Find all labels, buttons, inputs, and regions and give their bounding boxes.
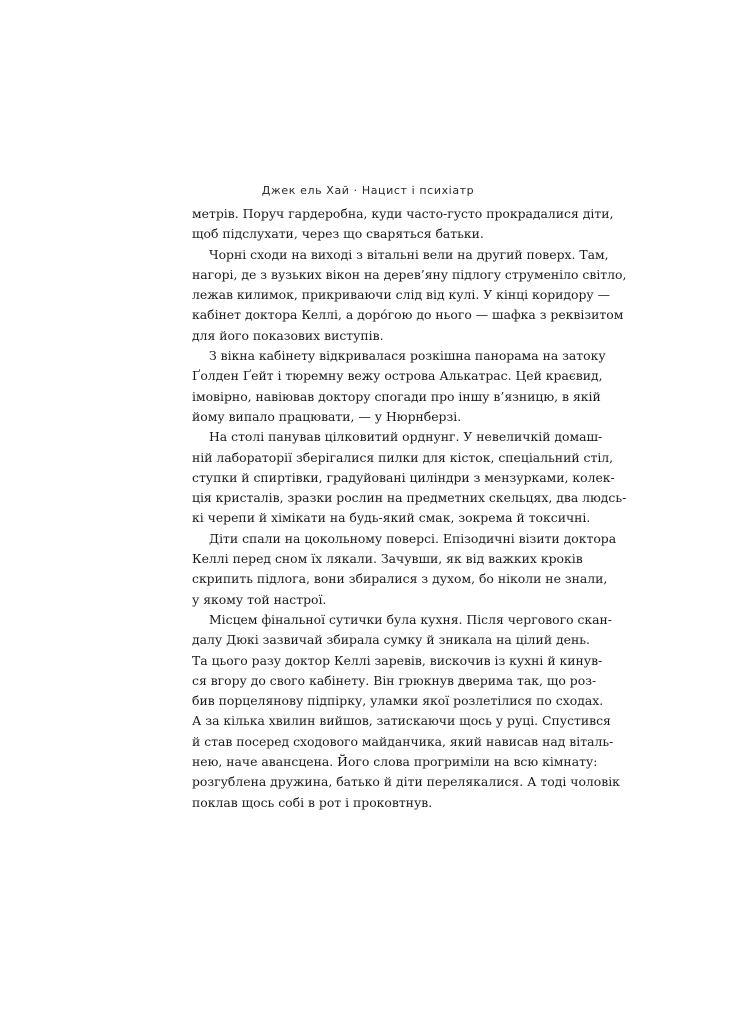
text-line: щоб підслухати, через що сваряться батьки. <box>192 226 484 242</box>
paragraph <box>192 610 620 813</box>
text-line: Чорні сходи на виході з вітальні вели на другий поверх. Там, <box>209 246 609 262</box>
text-line: Діти спали на цокольному поверсі. Епізодичні візити доктора <box>209 530 617 546</box>
text-line: ція кристалів, зразки рослин на предметних скельцях, два людсь- <box>192 490 627 506</box>
text-line: далу Дюкі зазвичай збирала сумку й зникала на цілий день. <box>192 632 590 648</box>
body-text <box>192 204 627 813</box>
text-line: З вікна кабінету відкривалася розкішна панорама на затоку <box>209 348 606 364</box>
text-line: бив порцелянову підпірку, уламки якої розлетілися по сходах. <box>192 693 604 709</box>
text-line: розгублена дружина, батько й діти перелякалися. А тоді чоловік <box>192 774 620 790</box>
text-line: ся вгору до свого кабінету. Він грюкнув дверима так, що роз- <box>192 672 597 688</box>
text-line: Та цього разу доктор Келлі заревів, вискочив із кухні й кинув- <box>192 652 603 668</box>
text-line: й став посеред сходового майданчика, який нависав над віталь- <box>192 733 614 749</box>
paragraph <box>192 529 617 610</box>
text-line: На столі панував цілковитий орднунг. У невеличкій домаш- <box>209 429 603 445</box>
text-line: йому випало працювати, — у Нюрнберзі. <box>192 408 462 424</box>
text-line: поклав щось собі в рот і проковтнув. <box>192 794 433 810</box>
text-line: нагорі, де з вузьких вікон на дерев’яну підлогу струменіло світло, <box>192 266 627 282</box>
text-line: імовірно, навіював доктору спогади про іншу в’язницю, в якій <box>192 388 601 404</box>
paragraph <box>192 427 627 528</box>
paragraph <box>192 346 606 427</box>
text-line: у якому той настрої. <box>192 591 327 607</box>
text-line: нею, наче авансцена. Його слова прогриміли на всю кімнату: <box>192 754 598 770</box>
paragraph <box>192 245 627 346</box>
text-line: скрипить підлога, вони збиралися з духом, бо ніколи не знали, <box>192 571 608 587</box>
text-line: лежав килимок, прикриваючи слід від кулі. У кінці коридору — <box>192 287 611 303</box>
text-line: метрів. Поруч гардеробна, куди часто-густо прокрадалися діти, <box>192 206 614 221</box>
text-line: А за кілька хвилин вийшов, затискаючи щось у руці. Спустився <box>192 713 611 729</box>
text-line: Ґолден Ґейт і тюремну вежу острова Алькатрас. Цей краєвид, <box>192 368 603 384</box>
text-line: кі черепи й хімікати на будь-який смак, зокрема й токсичні. <box>192 510 591 526</box>
text-line: кабінет доктора Келлі, а доро́гою до нього — шафка з реквізитом <box>192 307 624 323</box>
text-line: Місцем фінальної сутички була кухня. Після чергового скан- <box>209 611 612 627</box>
running-header: Джек ель Хай · Нацист і психіатр <box>261 184 475 197</box>
text-line: ній лабораторії зберігалися пилки для кісток, спеціальний стіл, <box>192 449 614 465</box>
text-line: для його показових виступів. <box>192 327 384 343</box>
text-line: ступки й спиртівки, градуйовані циліндри з мензурками, колек- <box>192 469 615 485</box>
text-line: Келлі перед сном їх лякали. Зачувши, як від важких кроків <box>192 551 583 567</box>
paragraph <box>192 204 614 245</box>
